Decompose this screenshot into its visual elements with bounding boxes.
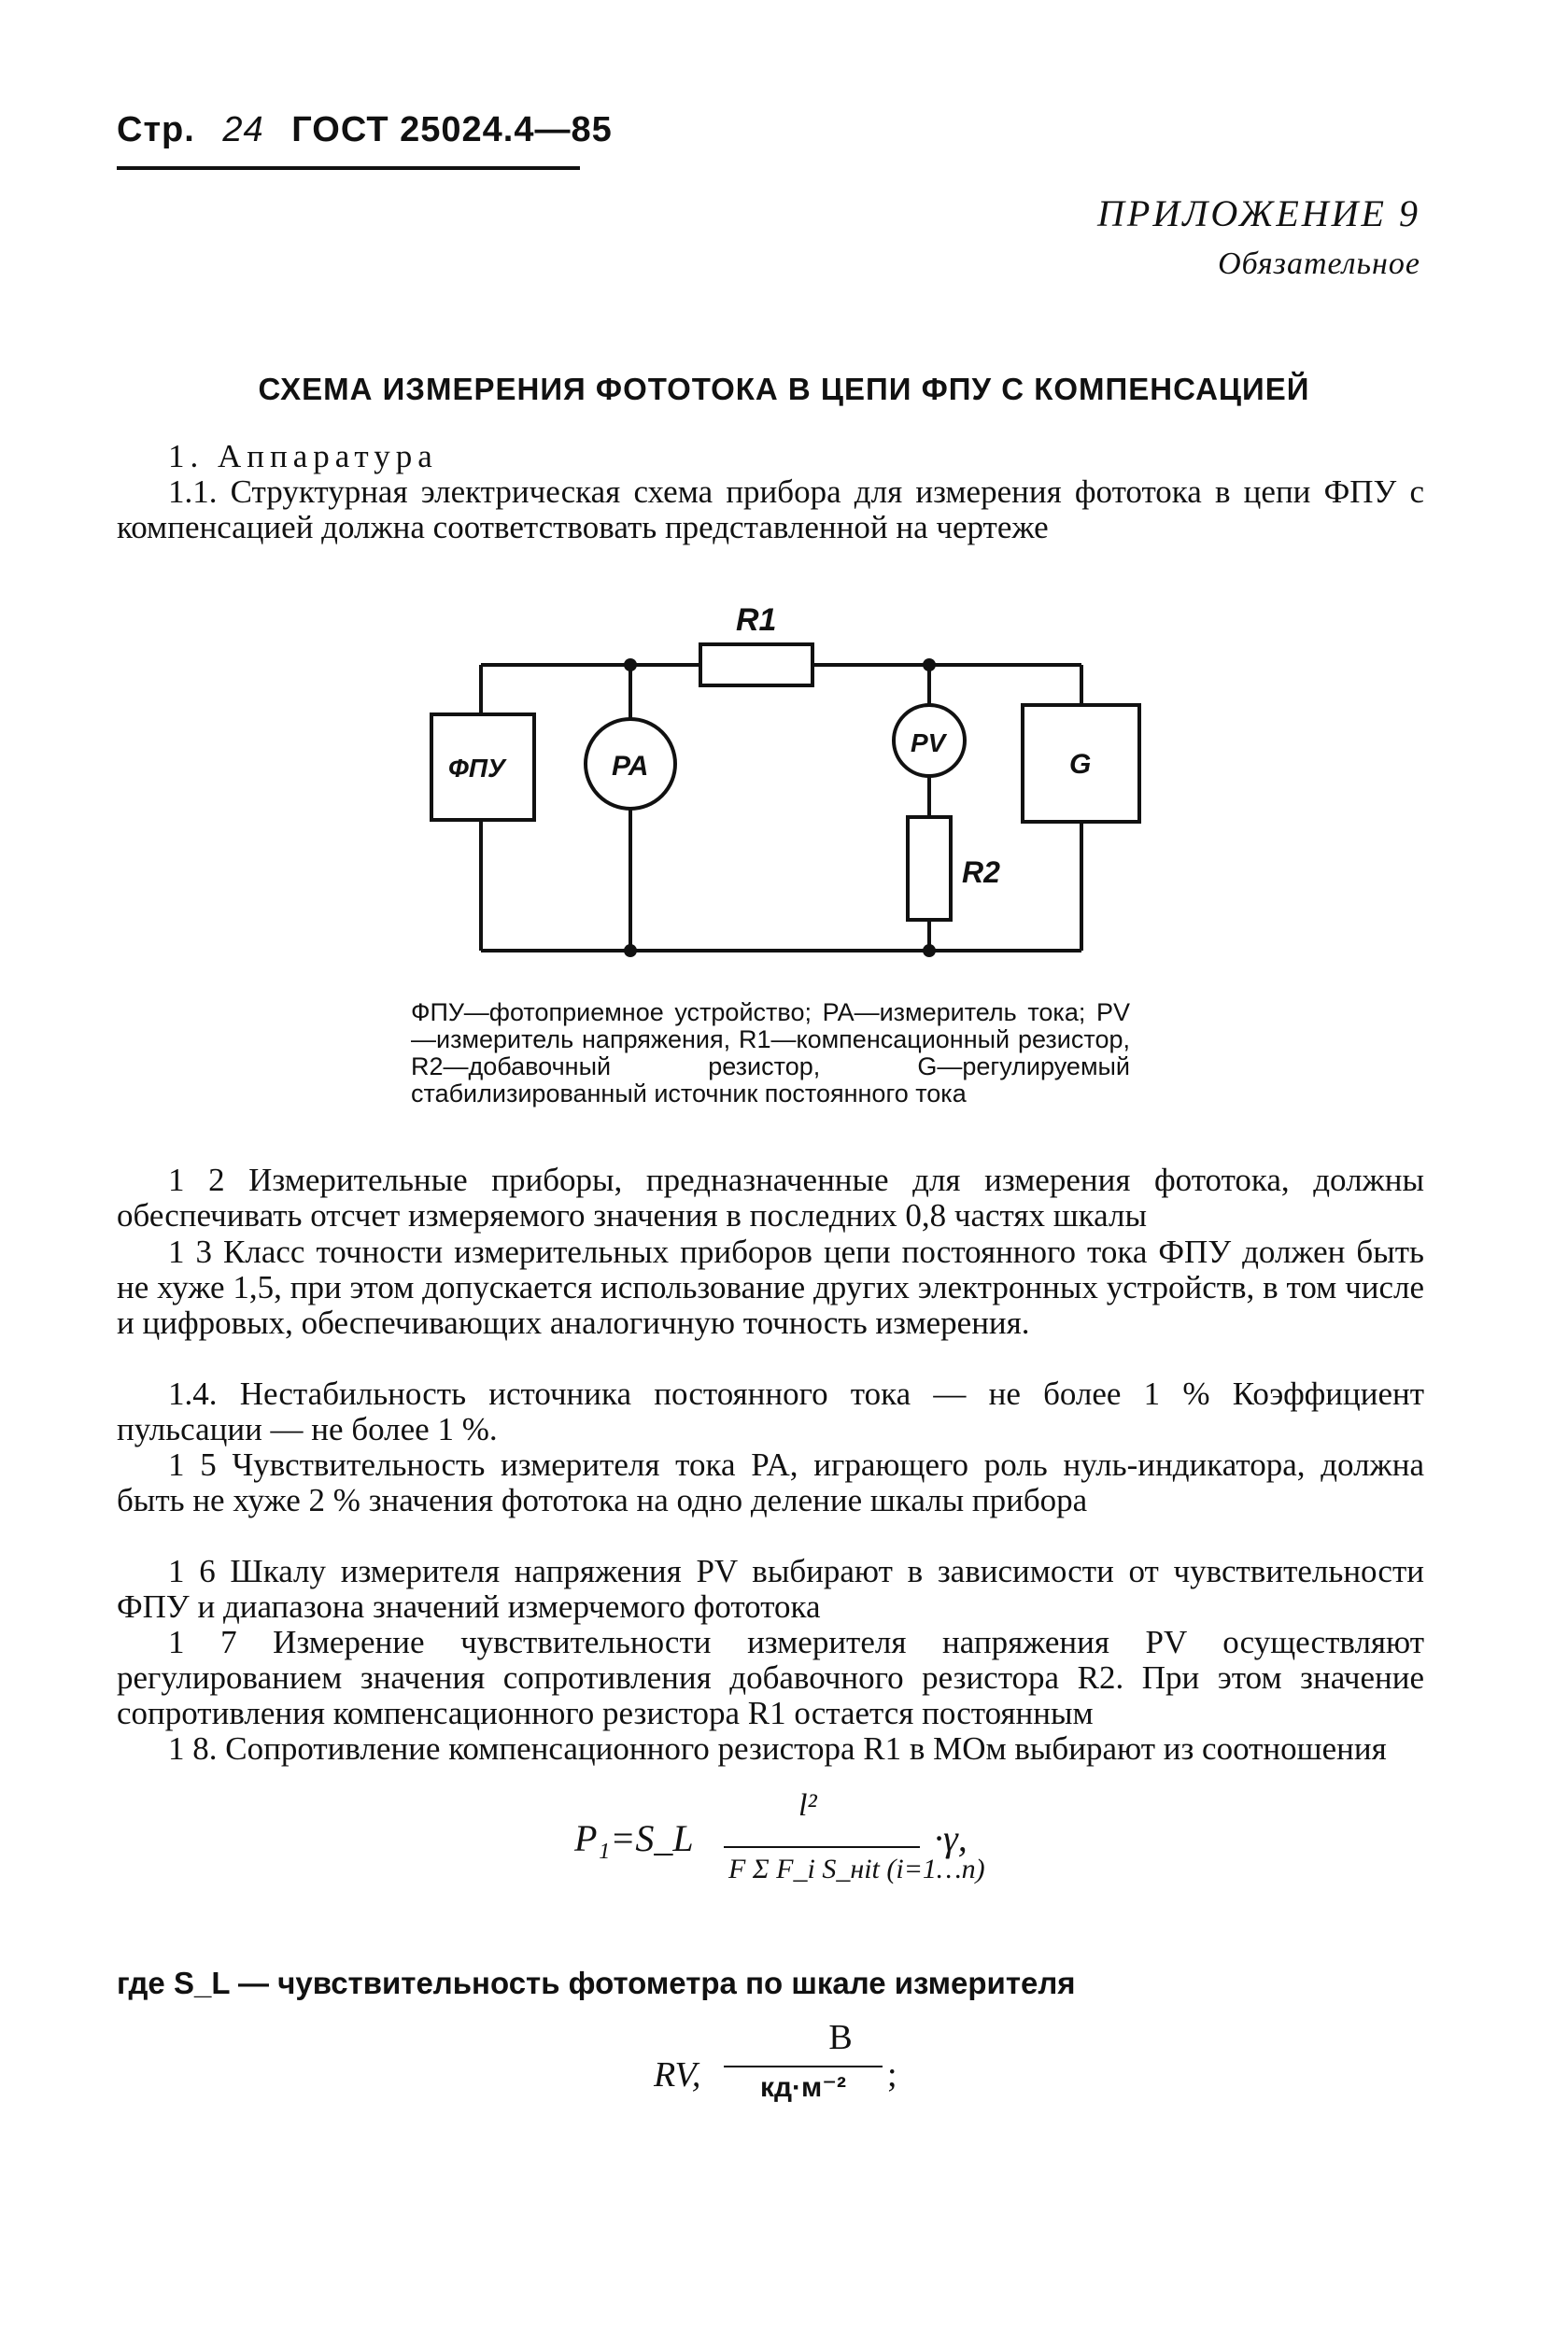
- formula-p1: [574, 1788, 1097, 1919]
- label-g: G: [1069, 749, 1092, 780]
- appendix-title: ПРИЛОЖЕНИЕ 9: [1097, 192, 1420, 234]
- paragraph-1-8: 1 8. Сопротивление компенсационного резистора R1 в МОм выбирают из соотношения: [168, 1730, 1387, 1767]
- junction-node: [624, 944, 637, 957]
- appendix-block: [1097, 191, 1420, 282]
- page-label: Стр.: [117, 110, 195, 149]
- header-rule: [117, 166, 580, 170]
- appendix-status: Обязательное: [1218, 247, 1420, 281]
- paragraph-1-2: 1 2 Измерительные приборы, предназначенные для измерения фототока, должны обеспечивать отсчет измеряемого значения в последних 0,8 частях шкалы: [117, 1162, 1424, 1234]
- diagram-caption: ФПУ—фотоприемное устройство; PA—измеритель тока; PV—измеритель напряжения, R1—компенсационный резистор, R2—добавочный резистор, G—регулируемый стабилизированный источник постоянного тока: [411, 998, 1130, 1108]
- unit-expression: [654, 2017, 934, 2120]
- unit-numerator: В: [828, 2018, 853, 2057]
- document-title: СХЕМА ИЗМЕРЕНИЯ ФОТОТОКА В ЦЕПИ ФПУ С КОМПЕНСАЦИЕЙ: [258, 372, 1310, 406]
- fraction-bar: [724, 1846, 920, 1848]
- label-pa: PA: [612, 751, 649, 782]
- formula-denominator: F Σ F_i S_нit (i=1…n): [728, 1854, 985, 1884]
- page-header: [117, 110, 629, 150]
- formula-numerator: l²: [798, 1788, 817, 1823]
- label-r2: R2: [962, 855, 1000, 889]
- junction-node: [624, 658, 637, 671]
- where-line: где S_L — чувствительность фотометра по шкале измерителя: [117, 1966, 1076, 2000]
- standard-number: ГОСТ 25024.4—85: [291, 110, 613, 149]
- resistor-r1: [700, 644, 812, 685]
- junction-node: [923, 944, 936, 957]
- paragraph-1-5: 1 5 Чувствительность измерителя тока PA, играющего роль нуль-индикатора, должна быть не хуже 2 % значения фототока на одно деление шкалы прибора: [117, 1446, 1424, 1518]
- formula-lhs: P₁=S_L: [574, 1817, 694, 1859]
- unit-denominator: кд·м⁻²: [759, 2072, 847, 2103]
- unit-suffix: ;: [887, 2055, 897, 2095]
- paragraph-1-4: 1.4. Нестабильность источника постоянного тока — не более 1 % Коэффициент пульсации — не более 1 %.: [117, 1376, 1424, 1447]
- circuit-diagram: [411, 598, 1158, 990]
- resistor-r2: [908, 817, 951, 920]
- page-number: 24: [222, 110, 264, 149]
- label-r1: R1: [736, 602, 777, 638]
- label-pv: PV: [911, 728, 946, 757]
- paragraph-1-1: 1.1. Структурная электрическая схема прибора для измерения фототока в цепи ФПУ с компенсацией должна соответствовать представленной на чертеже: [117, 473, 1424, 545]
- paragraph-1-6: 1 6 Шкалу измерителя напряжения PV выбирают в зависимости от чувствительности ФПУ и диапазона значений измерчемого фототока: [117, 1553, 1424, 1625]
- paragraph-1-7: 1 7 Измерение чувствительности измерителя напряжения PV осуществляют регулированием значения сопротивления добавочного резистора R2. При этом значение сопротивления компенсационного резистора R1 остается постоянным: [117, 1624, 1424, 1731]
- unit-fraction-bar: [724, 2066, 883, 2067]
- junction-node: [923, 658, 936, 671]
- section-heading: 1. Аппаратура: [168, 438, 438, 474]
- formula-tail: ·γ,: [934, 1817, 968, 1859]
- unit-prefix: RV,: [654, 2055, 701, 2095]
- label-fpu: ФПУ: [448, 754, 505, 783]
- paragraph-1-3: 1 3 Класс точности измерительных приборов цепи постоянного тока ФПУ должен быть не хуже 1,5, при этом допускается использование других электронных устройств, в том числе и цифровых, обеспечивающих аналогичную точность измерения.: [117, 1234, 1424, 1341]
